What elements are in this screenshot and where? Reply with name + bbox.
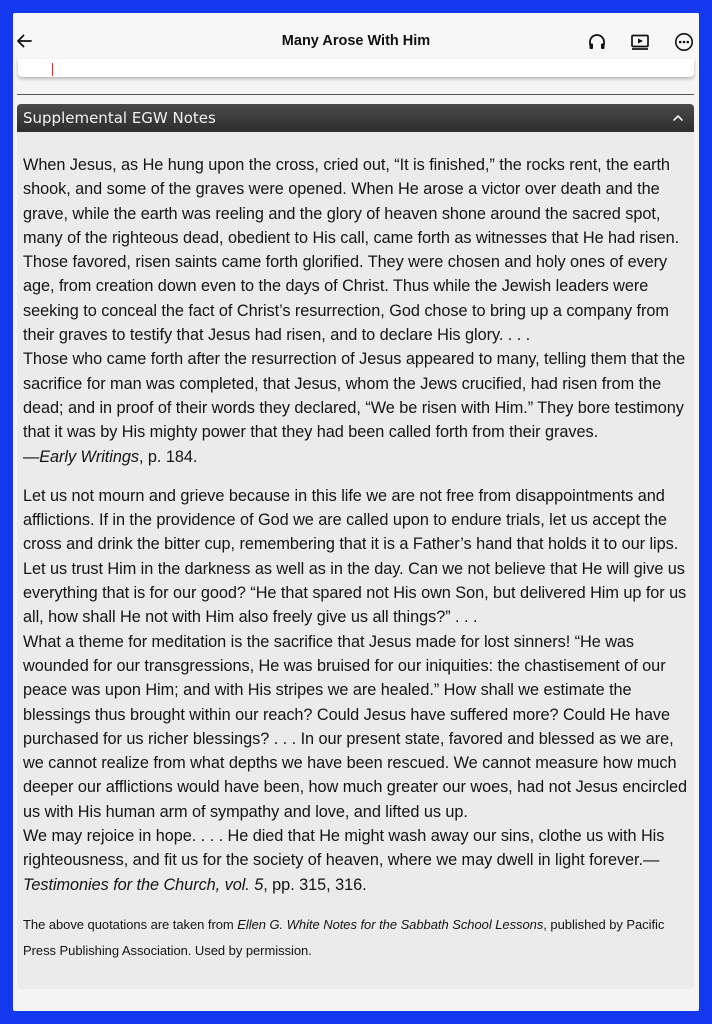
citation-title: Testimonies for the Church, vol. 5 [23,875,264,894]
paragraph-text: We may rejoice in hope. . . . He died that He might wash away our sins, clothe us with His righteousness, and fit us for the society of heaven, where we may dwell in light forever.— [23,827,665,870]
citation-dash: — [23,447,40,466]
more-options-button[interactable] [673,31,695,53]
audio-button[interactable] [586,31,608,53]
paragraph: When Jesus, as He hung upon the cross, cried out, “It is finished,” the rocks rent, the earth shook, and some of the graves were opened. When He arose a victor over death and the grave, while the earth was reeling and the glory of heaven shone around the sacred spot, many of the righteous dead, obedient to His call, came forth as witnesses that He had risen. Those favored, risen saints came forth glorified. They were chosen and holy ones of every age, from creation down even to the days of Christ. Thus while the Jewish leaders were seeking to conceal the fact of Christ’s resurrection, God chose to bring up a company from their graves to testify that Jesus had risen, and to declare His glory. . . . [23,156,680,345]
paragraph: Those who came forth after the resurrection of Jesus appeared to many, telling them that the sacrifice for man was completed, that Jesus, whom the Jews crucified, had risen from the dead; and in proof of their words they declared, “We be risen with Him.” They bore testimony that it was by His mighty power that they had been called forth from their graves. [23,350,686,442]
paragraph: What a theme for meditation is the sacrifice that Jesus made for lost sinners! “He was wounded for our transgressions, He was bruised for our iniquities: the chastisement of our peace was upon Him; and with His stripes we are healed.” How shall we estimate the blessings thus brought within our reach? Could Jesus have suffered more? Could He have purchased for us richer blessings? . . . In our present state, favored and blessed as we are, we cannot realize from what depths we have been rescued. We cannot measure how much deeper our afflictions would have been, how much greater our woes, had not Jesus encircled us with His human arm of sympathy and love, and lifted us up. [23,632,688,821]
chevron-up-icon [672,113,684,123]
video-icon [630,32,650,52]
source-footnote [23,912,688,964]
margin-line [52,63,53,76]
citation-title: Early Writings [39,447,139,466]
quote-block-early-writings [23,153,688,469]
citation-page: , pp. 315, 316. [263,875,367,894]
paragraph-with-citation [23,824,688,897]
section-body [17,132,694,964]
previous-card-edge [18,59,694,77]
section-title: Supplemental EGW Notes [23,109,216,127]
video-button[interactable] [629,31,651,53]
egw-notes-section [17,104,694,989]
headphones-icon [587,32,607,52]
divider [17,94,694,95]
footnote-prefix: The above quotations are taken from [23,916,238,932]
section-header-toggle[interactable] [17,104,694,132]
more-icon [674,32,694,52]
citation [23,445,688,469]
paragraph: Let us not mourn and grieve because in this life we are not free from disappointments and afflictions. If in the providence of God we are called upon to endure trials, let us accept the cross and drink the bitter cup, remembering that it is a Father’s hand that holds it to our lips. Let us trust Him in the darkness as well as in the day. Can we not believe that He will give us everything that is for our good? “He that spared not His own Son, but delivered Him up for us all, how shall He not with Him also freely give us all things?” . . . [23,486,687,627]
footnote-suffix: , published by Pacific Press Publishing Association. Used by permission. [23,916,665,958]
quote-block-testimonies [23,484,688,897]
citation-page: , p. 184. [138,447,198,466]
footnote-title: Ellen G. White Notes for the Sabbath School Lessons [237,916,544,932]
page-title: Many Arose With Him [281,33,431,49]
app-window [13,13,699,1011]
